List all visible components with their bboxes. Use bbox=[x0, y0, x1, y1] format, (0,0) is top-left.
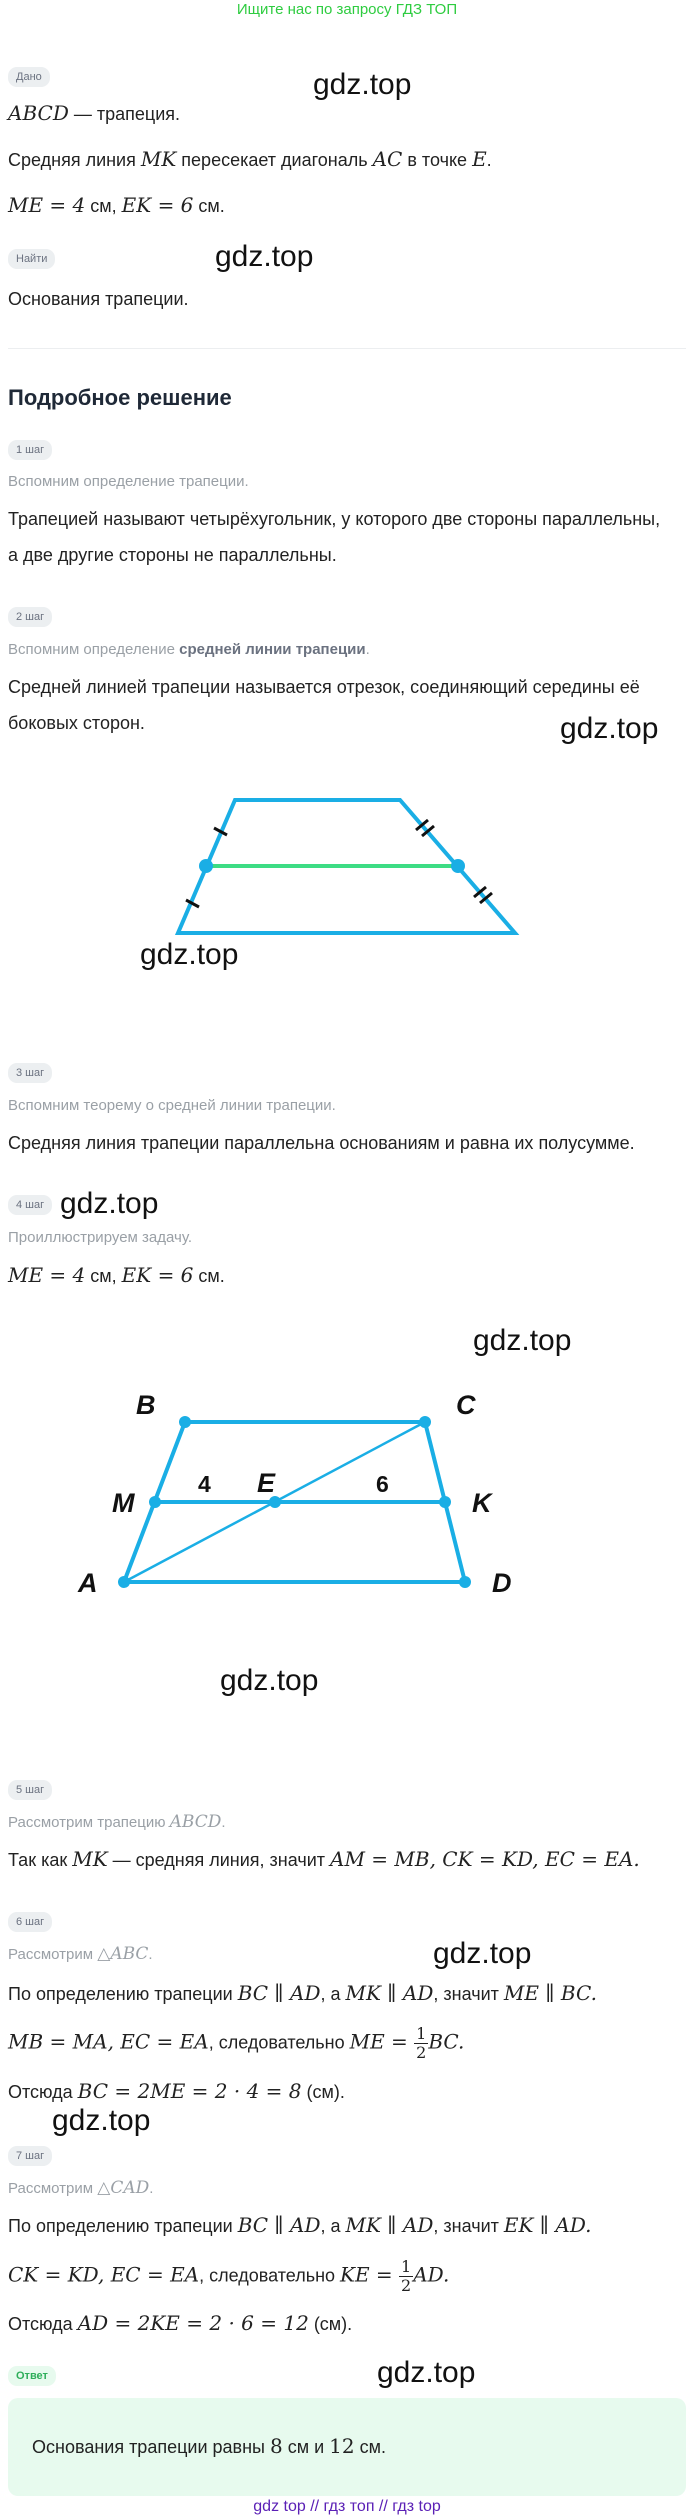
watermark: gdz.top bbox=[220, 1664, 319, 1697]
step-2-text-2: боковых сторон. bbox=[8, 713, 145, 733]
step-1-text-2: а две другие стороны не параллельны. bbox=[8, 545, 337, 565]
find-badge bbox=[8, 249, 55, 269]
watermark: gdz.top bbox=[377, 2356, 476, 2389]
given-line-2: Средняя линия MK пересекает диагональ AC в точке E. bbox=[8, 147, 492, 171]
step-3-hint: Вспомним теорему о средней линии трапеции. bbox=[8, 1097, 336, 1114]
midline-trapezoid-figure bbox=[160, 790, 530, 940]
midpoint-left bbox=[199, 859, 213, 873]
step-6-line-1: По определению трапеции BC ∥ AD, а MK ∥ AD, значит ME ∥ BC. bbox=[8, 1981, 597, 2005]
step-7-line-3: Отсюда AD = 2KE = 2 · 6 = 12 (см). bbox=[8, 2311, 353, 2335]
trapezoid-abcd-figure bbox=[60, 1370, 560, 1610]
find-label: Найти bbox=[8, 249, 55, 269]
step-4-badge: 4 шаг bbox=[8, 1195, 52, 1215]
length-ek: 6 bbox=[376, 1471, 389, 1497]
label-e: E bbox=[257, 1468, 276, 1498]
point-c bbox=[419, 1416, 431, 1428]
step-3-text: Средняя линия трапеции параллельна основаниям и равна их полусумме. bbox=[8, 1133, 635, 1153]
fraction-half: $\frac{1}{2}$ bbox=[416, 2024, 427, 2062]
watermark: gdz.top bbox=[140, 938, 239, 971]
watermark: gdz.top bbox=[433, 1937, 532, 1970]
given-badge bbox=[8, 67, 50, 87]
step-4-hint: Проиллюстрируем задачу. bbox=[8, 1229, 192, 1246]
step-1-text-1: Трапецией называют четырёхугольник, у которого две стороны параллельны, bbox=[8, 509, 661, 529]
answer-badge: Ответ bbox=[8, 2366, 56, 2386]
watermark: gdz.top bbox=[560, 712, 659, 745]
step-5-text: Так как MK — средняя линия, значит AM = MB, CK = KD, EC = EA. bbox=[8, 1847, 640, 1871]
label-c: C bbox=[456, 1390, 476, 1420]
label-k: K bbox=[472, 1488, 492, 1518]
step-6-badge: 6 шаг bbox=[8, 1912, 52, 1932]
footer-links[interactable]: gdz top // гдз топ // гдз top bbox=[253, 2498, 441, 2515]
watermark: gdz.top bbox=[313, 68, 412, 101]
find-text: Основания трапеции. bbox=[8, 289, 189, 309]
watermark: gdz.top bbox=[52, 2104, 151, 2137]
step-2-hint: Вспомним определение средней линии трапеции. bbox=[8, 641, 370, 658]
step-7-line-1: По определению трапеции BC ∥ AD, а MK ∥ AD, значит EK ∥ AD. bbox=[8, 2213, 592, 2237]
point-a bbox=[118, 1576, 130, 1588]
step-7-line-2: CK = KD, EC = EA, следовательно KE = $\frac{1}{2}$ AD. bbox=[8, 2257, 450, 2295]
divider bbox=[8, 348, 686, 349]
step-2-badge: 2 шаг bbox=[8, 607, 52, 627]
point-m bbox=[149, 1496, 161, 1508]
step-6-line-2: MB = MA, EC = EA, следовательно ME = $\frac{1}{2}$ BC. bbox=[8, 2024, 465, 2062]
answer-text: Основания трапеции равны 8 см и 12 см. bbox=[32, 2434, 386, 2458]
step-6-line-3: Отсюда BC = 2ME = 2 · 4 = 8 (см). bbox=[8, 2079, 345, 2103]
given-line-1: ABCD — трапеция. bbox=[8, 101, 180, 125]
watermark: gdz.top bbox=[215, 240, 314, 273]
step-3-badge: 3 шаг bbox=[8, 1063, 52, 1083]
fraction-half: $\frac{1}{2}$ bbox=[401, 2257, 412, 2295]
step-1-hint: Вспомним определение трапеции. bbox=[8, 473, 249, 490]
step-4-given: ME = 4 см, EK = 6 см. bbox=[8, 1263, 225, 1287]
given-label: Дано bbox=[8, 67, 50, 87]
solution-heading: Подробное решение bbox=[8, 385, 232, 410]
step-5-badge: 5 шаг bbox=[8, 1780, 52, 1800]
step-7-hint: Рассмотрим △CAD. bbox=[8, 2178, 154, 2198]
label-d: D bbox=[492, 1568, 512, 1598]
length-me: 4 bbox=[198, 1471, 211, 1497]
step-7-badge: 7 шаг bbox=[8, 2146, 52, 2166]
search-banner[interactable]: Ищите нас по запросу ГДЗ ТОП bbox=[236, 1, 458, 18]
watermark: gdz.top bbox=[473, 1324, 572, 1357]
step-6-hint: Рассмотрим △ABC. bbox=[8, 1944, 153, 1964]
step-5-hint: Рассмотрим трапецию ABCD. bbox=[8, 1812, 226, 1832]
step-1-badge: 1 шаг bbox=[8, 440, 52, 460]
step-2-text-1: Средней линией трапеции называется отрезок, соединяющий середины её bbox=[8, 677, 640, 697]
given-line-3: ME = 4 см, EK = 6 см. bbox=[8, 193, 225, 217]
watermark: gdz.top bbox=[60, 1187, 159, 1220]
label-m: M bbox=[112, 1488, 135, 1518]
label-a: A bbox=[78, 1568, 98, 1598]
point-d bbox=[459, 1576, 471, 1588]
point-k bbox=[439, 1496, 451, 1508]
label-b: B bbox=[136, 1390, 156, 1420]
point-b bbox=[179, 1416, 191, 1428]
midpoint-right bbox=[451, 859, 465, 873]
